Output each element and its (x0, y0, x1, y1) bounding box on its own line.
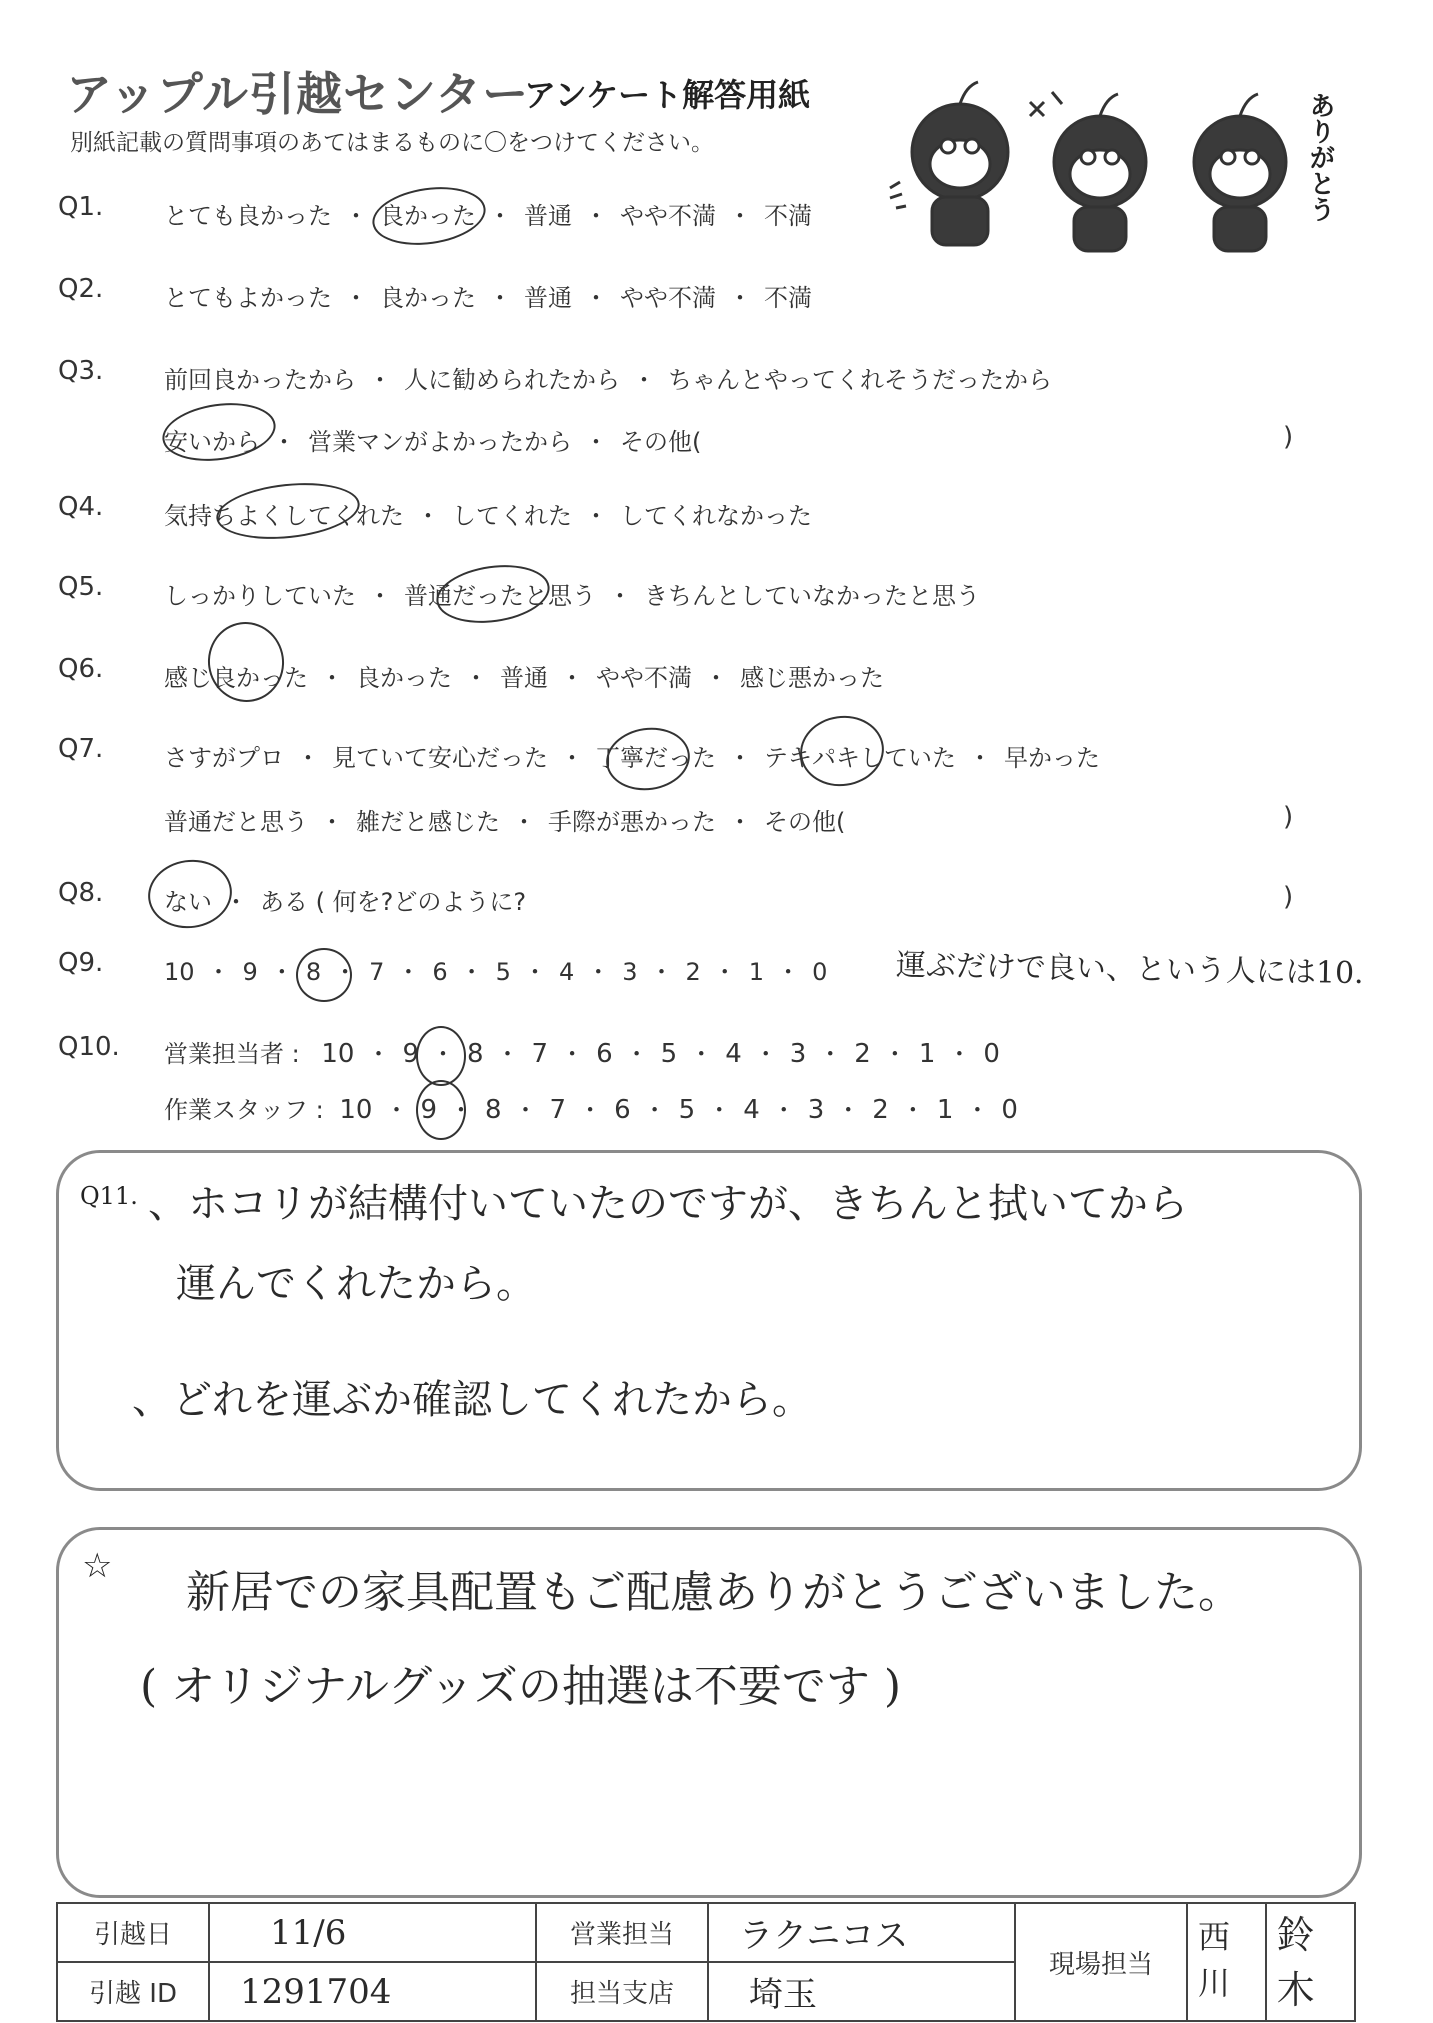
answer-circle-q8 (144, 854, 237, 933)
scale-option[interactable]: 9 (402, 1039, 419, 1069)
answer-option[interactable]: さすがプロ (164, 744, 284, 772)
separator-dot: ・ (728, 808, 752, 836)
sales-rep-label: 営業担当 (536, 1903, 708, 1962)
move-date-value: 11/6 (209, 1903, 536, 1962)
answer-option[interactable]: してくれた (452, 502, 572, 530)
answer-option[interactable]: 気持ちよくしてくれた (164, 502, 404, 530)
separator-dot: ・ (584, 284, 608, 312)
separator-dot: ・ (965, 1096, 990, 1124)
answer-option[interactable]: その他( (620, 428, 702, 456)
q10-sales-label: 営業担当者 : (164, 1040, 300, 1068)
footer-table (56, 1902, 1356, 2022)
answer-option[interactable]: 良かった (380, 284, 476, 312)
separator-dot: ・ (584, 428, 608, 456)
separator-dot: ・ (649, 958, 674, 986)
separator-dot: ・ (584, 202, 608, 230)
answer-option[interactable]: してくれなかった (620, 502, 812, 530)
separator-dot: ・ (416, 502, 440, 530)
question-options-row (164, 360, 1052, 395)
answer-option[interactable]: 10 (164, 958, 195, 986)
q10-staff-label: 作業スタッフ : (164, 1096, 324, 1124)
scale-option[interactable]: 10 (339, 1095, 373, 1125)
q11-label: Q11. (80, 1182, 138, 1210)
scale-option[interactable]: 7 (549, 1095, 567, 1125)
separator-dot: ・ (560, 1040, 585, 1068)
q10-staff-row (164, 1090, 1018, 1125)
separator-dot: ・ (624, 1040, 649, 1068)
question-options-row (164, 196, 812, 231)
separator-dot: ・ (586, 958, 611, 986)
separator-dot: ・ (707, 1096, 732, 1124)
q7-paren-close: ) (1283, 802, 1294, 832)
separator-dot: ・ (632, 366, 656, 394)
separator-dot: ・ (560, 664, 584, 692)
branch-label: 担当支店 (536, 1962, 708, 2021)
answer-circle-q7a (602, 722, 694, 795)
answer-option[interactable]: 感じ良かった (164, 664, 308, 692)
question-label: Q2. (58, 274, 104, 304)
q11-line-3: 、どれを運ぶか確認してくれたから。 (132, 1377, 812, 1423)
answer-circle-q6 (203, 617, 289, 707)
question-options-row (164, 576, 980, 611)
q10-label: Q10. (58, 1032, 120, 1062)
question-label: Q7. (58, 734, 104, 764)
question-options-row (164, 802, 845, 837)
scale-option[interactable]: 0 (983, 1039, 1000, 1069)
separator-dot: ・ (488, 284, 512, 312)
sales-rep-value: ラクニコス (708, 1903, 1015, 1962)
form-subtitle: アンケート解答用紙 (524, 76, 811, 114)
site-staff-value-2: 鈴木 (1266, 1903, 1355, 2021)
separator-dot: ・ (753, 1040, 778, 1068)
answer-option[interactable]: 良かった (356, 664, 452, 692)
separator-dot: ・ (771, 1096, 796, 1124)
scale-option[interactable]: 2 (854, 1039, 871, 1069)
answer-option[interactable]: 感じ悪かった (740, 664, 884, 692)
answer-circle-q9 (296, 948, 352, 1002)
answer-option[interactable]: 良かった (380, 202, 476, 230)
separator-dot: ・ (464, 664, 488, 692)
separator-dot: ・ (366, 1040, 391, 1068)
move-id-label: 引越 ID (57, 1962, 209, 2021)
separator-dot: ・ (584, 502, 608, 530)
scale-option[interactable]: 3 (789, 1039, 807, 1069)
question-label: Q9. (58, 948, 104, 978)
star-line-1: 新居での家具配置もご配慮ありがとうございました。 (186, 1567, 1242, 1618)
star-line-2: ( オリジナルグッズの抽選は不要です ) (140, 1661, 902, 1712)
separator-dot: ・ (344, 284, 368, 312)
separator-dot: ・ (396, 958, 421, 986)
separator-dot: ・ (968, 744, 992, 772)
company-name: アップル引越センター (66, 67, 530, 121)
answer-option[interactable]: 手際が悪かった (548, 808, 716, 836)
answer-option[interactable]: 普通 (524, 284, 572, 312)
site-staff-label (1015, 1903, 1187, 2021)
scale-option[interactable]: 8 (485, 1095, 502, 1125)
answer-circle-q5 (433, 558, 554, 629)
separator-dot: ・ (333, 958, 358, 986)
answer-circle-q4 (214, 477, 363, 546)
branch-value: 埼玉 (708, 1962, 1015, 2021)
answer-option[interactable]: 6 (432, 958, 448, 986)
scale-option[interactable]: 2 (872, 1095, 889, 1125)
q10-sales-row (164, 1034, 1000, 1069)
scale-option[interactable]: 6 (614, 1095, 631, 1125)
answer-option[interactable]: 見ていて安心だった (332, 744, 548, 772)
separator-dot: ・ (900, 1096, 925, 1124)
instruction-text: 別紙記載の質問事項のあてはまるものに〇をつけてください。 (70, 130, 714, 156)
answer-option[interactable]: きちんとしていなかったと思う (644, 582, 980, 610)
separator-dot: ・ (947, 1040, 972, 1068)
question-label: Q8. (58, 878, 104, 908)
scale-option[interactable]: 7 (531, 1039, 549, 1069)
separator-dot: ・ (818, 1040, 843, 1068)
answer-option[interactable]: 丁寧だった (596, 744, 716, 772)
separator-dot: ・ (344, 202, 368, 230)
scale-option[interactable]: 4 (725, 1039, 742, 1069)
scale-option[interactable]: 8 (467, 1039, 484, 1069)
answer-circle-q7b (796, 710, 889, 791)
separator-dot: ・ (320, 664, 344, 692)
separator-dot: ・ (368, 582, 392, 610)
scale-option[interactable]: 6 (596, 1039, 613, 1069)
separator-dot: ・ (728, 744, 752, 772)
question-label: Q4. (58, 492, 104, 522)
separator-dot: ・ (206, 958, 231, 986)
star-mark: ☆ (82, 1546, 113, 1586)
scale-option[interactable]: 5 (678, 1095, 696, 1125)
q11-line-2: 運んでくれたから。 (176, 1261, 536, 1307)
separator-dot: ・ (384, 1096, 409, 1124)
separator-dot: ・ (704, 664, 728, 692)
answer-option[interactable]: 人に勧められたから (404, 366, 620, 394)
answer-option[interactable]: 普通 (500, 664, 548, 692)
separator-dot: ・ (712, 958, 737, 986)
separator-dot: ・ (776, 958, 801, 986)
scale-option[interactable]: 1 (936, 1095, 954, 1125)
answer-option[interactable]: 9 (242, 958, 258, 986)
answer-option[interactable]: 2 (685, 958, 701, 986)
scale-option[interactable]: 4 (743, 1095, 760, 1125)
answer-option[interactable]: 営業マンがよかったから (308, 428, 572, 456)
answer-option[interactable]: 1 (748, 958, 765, 986)
q9-comment: 運ぶだけで良い、という人には10. (895, 947, 1364, 992)
scale-option[interactable]: 0 (1001, 1095, 1018, 1125)
answer-option[interactable]: 8 (305, 958, 322, 986)
separator-dot: ・ (642, 1096, 667, 1124)
answer-option[interactable]: やや不満 (620, 202, 716, 230)
mascot-illustration (880, 62, 1350, 262)
question-label: Q6. (58, 654, 104, 684)
answer-option[interactable]: 雑だと感じた (356, 808, 500, 836)
answer-option[interactable]: 0 (812, 958, 828, 986)
separator-dot: ・ (560, 744, 584, 772)
scale-option[interactable]: 10 (321, 1039, 355, 1069)
answer-option[interactable]: しっかりしていた (164, 582, 356, 610)
separator-dot: ・ (689, 1040, 714, 1068)
q8-paren-close: ) (1283, 882, 1294, 912)
q3-paren-close: ) (1283, 422, 1294, 452)
separator-dot: ・ (495, 1040, 520, 1068)
move-date-label: 引越日 (57, 1903, 209, 1962)
separator-dot: ・ (224, 888, 248, 916)
question-label: Q3. (58, 356, 104, 386)
answer-option[interactable]: やや不満 (620, 284, 716, 312)
question-label: Q5. (58, 572, 104, 602)
separator-dot: ・ (269, 958, 294, 986)
separator-dot: ・ (608, 582, 632, 610)
answer-option[interactable]: 不満 (764, 284, 812, 312)
separator-dot: ・ (512, 808, 536, 836)
separator-dot: ・ (296, 744, 320, 772)
separator-dot: ・ (728, 284, 752, 312)
question-options-row (164, 278, 812, 313)
separator-dot: ・ (578, 1096, 603, 1124)
separator-dot: ・ (488, 202, 512, 230)
answer-option[interactable]: ある ( 何を?どのように? (260, 888, 527, 916)
answer-option[interactable]: やや不満 (596, 664, 692, 692)
separator-dot: ・ (449, 1096, 473, 1124)
scale-option[interactable]: 1 (918, 1039, 936, 1069)
q11-line-1: 、ホコリが結構付いていたのですが、きちんと拭いてから (148, 1181, 1188, 1227)
separator-dot: ・ (368, 366, 392, 394)
answer-option[interactable]: テキパキしていた (764, 744, 956, 772)
question-label: Q1. (58, 192, 104, 222)
answer-option[interactable]: 普通だと思う (164, 808, 308, 836)
answer-option[interactable]: 普通だったと思う (404, 582, 596, 610)
separator-dot: ・ (431, 1040, 455, 1068)
scale-option[interactable]: 9 (420, 1095, 437, 1125)
answer-option[interactable]: ない (164, 888, 212, 916)
separator-dot: ・ (320, 808, 344, 836)
answer-option[interactable]: 5 (495, 958, 511, 986)
answer-option[interactable]: 普通 (524, 202, 572, 230)
answer-option[interactable]: とても良かった (164, 202, 332, 230)
site-staff-value-1: 西川 (1187, 1903, 1266, 2021)
move-id-value: 1291704 (209, 1962, 536, 2021)
answer-option[interactable]: 安いから (164, 428, 260, 456)
answer-option[interactable]: 7 (369, 958, 385, 986)
answer-option[interactable]: 4 (558, 958, 575, 986)
site-staff-label-text: 現場担当 (1048, 1949, 1153, 1980)
answer-option[interactable]: 前回良かったから (164, 366, 356, 394)
separator-dot: ・ (728, 202, 752, 230)
scale-option[interactable]: 5 (660, 1039, 678, 1069)
answer-option[interactable]: その他( (764, 808, 846, 836)
answer-option[interactable]: 早かった (1004, 744, 1100, 772)
separator-dot: ・ (836, 1096, 861, 1124)
separator-dot: ・ (459, 958, 484, 986)
question-options-row (164, 952, 827, 987)
answer-option[interactable]: 3 (622, 958, 638, 986)
answer-option[interactable]: ちゃんとやってくれそうだったから (668, 366, 1052, 394)
separator-dot: ・ (522, 958, 547, 986)
answer-option[interactable]: とてもよかった (164, 284, 332, 312)
separator-dot: ・ (882, 1040, 907, 1068)
separator-dot: ・ (272, 428, 296, 456)
q10-staff-scale (339, 1096, 1018, 1124)
answer-option[interactable]: 不満 (764, 202, 812, 230)
q10-sales-scale (321, 1040, 1000, 1068)
scale-option[interactable]: 3 (807, 1095, 825, 1125)
mascot-thanks-text: ありがとう (1305, 92, 1335, 222)
separator-dot: ・ (513, 1096, 538, 1124)
answer-circle-q1 (369, 180, 490, 251)
